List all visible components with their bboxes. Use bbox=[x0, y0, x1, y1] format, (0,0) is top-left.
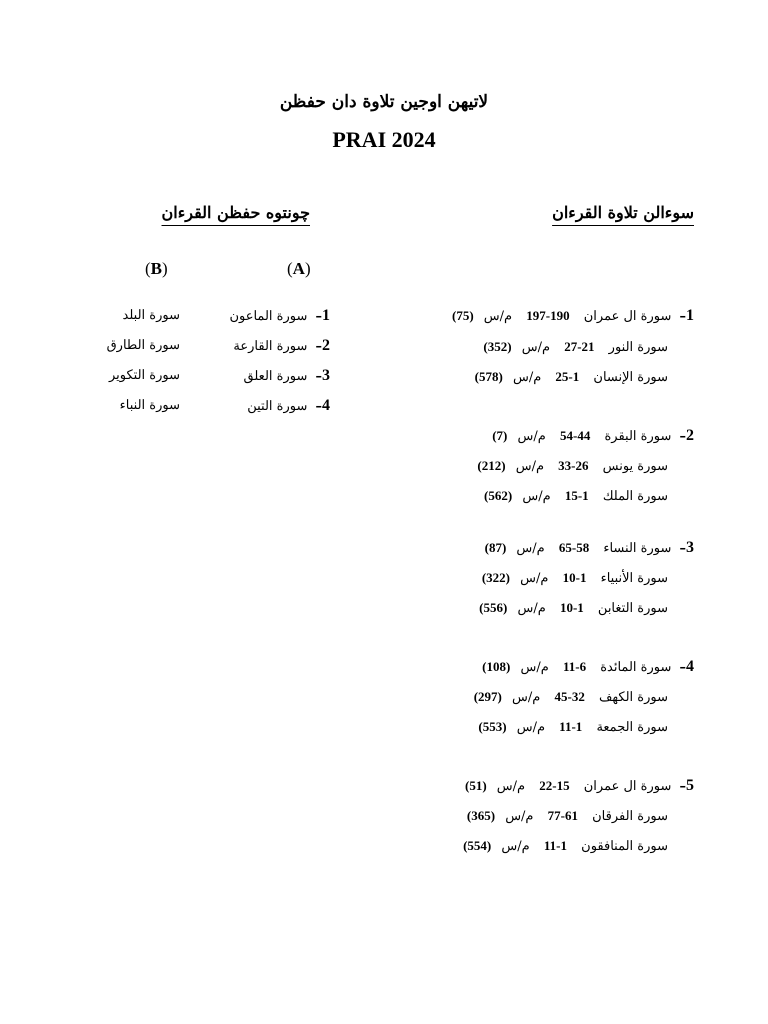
tilawah-item: 4– سورة المائدة 6-11 م/س (108) bbox=[482, 658, 694, 675]
hifz-item-a: 3– سورة العلق bbox=[243, 367, 330, 384]
hifz-row bbox=[10, 395, 330, 417]
page-title-arabic: لاتيهن اوجين تلاوة دان حفظن bbox=[279, 92, 489, 112]
hifz-item-a: 2– سورة القارعة bbox=[233, 337, 330, 354]
hifz-row bbox=[10, 335, 330, 357]
hifz-row bbox=[10, 305, 330, 327]
tilawah-item: سورة النور 21-27 م/س (352) bbox=[483, 339, 668, 355]
hifz-heading: چونتوه حفظن القرءان bbox=[161, 203, 310, 222]
tilawah-item: 2– سورة البقرة 44-54 م/س (7) bbox=[492, 427, 694, 444]
column-a-label: (A) bbox=[287, 259, 311, 278]
hifz-row bbox=[10, 365, 330, 387]
hifz-item-a: 1– سورة الماعون bbox=[229, 307, 330, 324]
tilawah-item: سورة المنافقون 1-11 م/س (554) bbox=[463, 838, 668, 854]
tilawah-item: 3– سورة النساء 58-65 م/س (87) bbox=[484, 539, 694, 556]
hifz-item-a: 4– سورة التين bbox=[247, 397, 330, 414]
tilawah-item: سورة الفرقان 61-77 م/س (365) bbox=[466, 808, 668, 824]
tilawah-heading: سوءالن تلاوة القرءان bbox=[552, 203, 694, 222]
hifz-item-b: سورة النباء bbox=[119, 398, 180, 413]
tilawah-item: سورة الإنسان 1-25 م/س (578) bbox=[474, 369, 668, 385]
hifz-item-b: سورة البلد bbox=[122, 308, 180, 323]
tilawah-item: سورة الأنبياء 1-10 م/س (322) bbox=[481, 570, 668, 586]
hifz-item-b: سورة التكوير bbox=[108, 368, 180, 383]
tilawah-item: سورة الملك 1-15 م/س (562) bbox=[484, 488, 668, 504]
tilawah-item: سورة يونس 26-33 م/س (212) bbox=[477, 458, 668, 474]
tilawah-item: سورة الكهف 32-45 م/س (297) bbox=[473, 689, 668, 705]
tilawah-item: سورة التغابن 1-10 م/س (556) bbox=[479, 600, 668, 616]
tilawah-item: 5– سورة ال عمران 15-22 م/س (51) bbox=[464, 777, 694, 794]
hifz-item-b: سورة الطارق bbox=[106, 338, 180, 353]
tilawah-item: سورة الجمعة 1-11 م/س (553) bbox=[478, 719, 668, 735]
column-b-label: (B) bbox=[145, 259, 168, 278]
tilawah-item: 1– سورة ال عمران 190-197 م/س (75) bbox=[451, 307, 694, 324]
page-title-english: PRAI 2024 bbox=[332, 127, 436, 152]
